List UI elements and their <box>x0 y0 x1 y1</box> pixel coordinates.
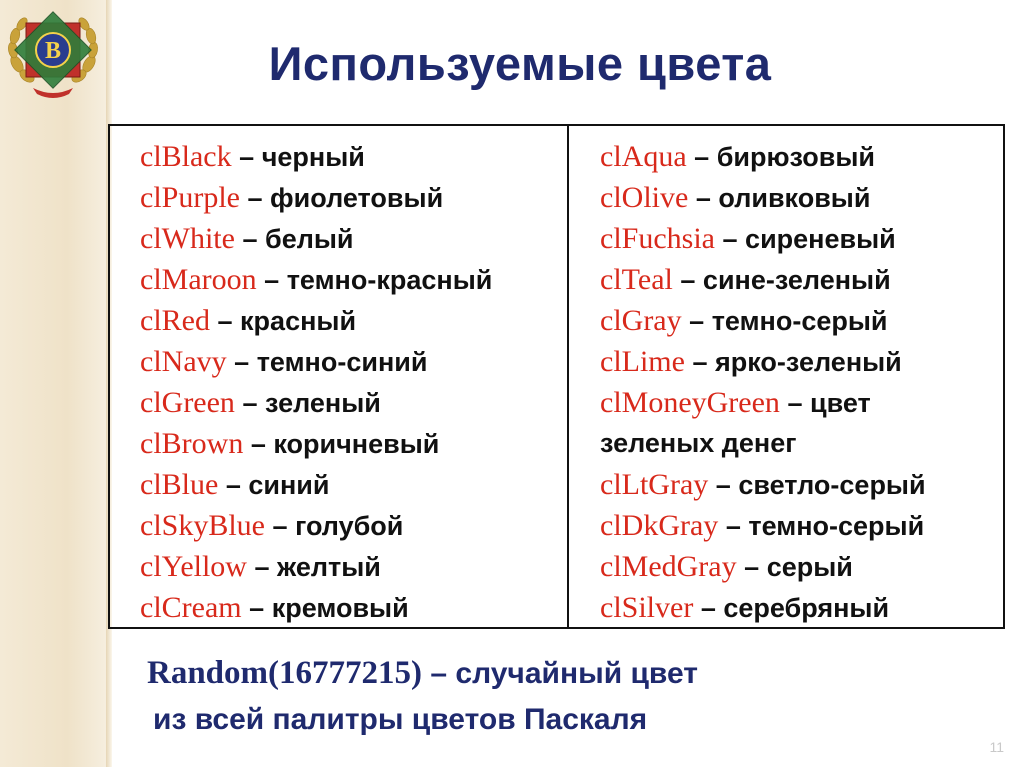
color-entry <box>140 587 567 628</box>
dash: – <box>700 593 716 623</box>
color-entry <box>600 136 1003 177</box>
color-entry <box>600 218 1003 259</box>
color-entry <box>140 464 567 505</box>
color-entry <box>600 259 1003 300</box>
dash: – <box>725 511 741 541</box>
color-constant: clDkGray <box>600 509 719 542</box>
color-constant: clLtGray <box>600 468 709 501</box>
color-name: кремовый <box>271 593 409 623</box>
color-entry <box>140 341 567 382</box>
color-constant: clPurple <box>140 181 240 214</box>
color-constant: clFuchsia <box>600 222 715 255</box>
color-entry <box>140 546 567 587</box>
color-constant: clMoneyGreen <box>600 386 780 419</box>
color-name: темно-синий <box>256 347 428 377</box>
left-color-column <box>110 126 569 627</box>
color-entry <box>140 177 567 218</box>
color-name: цвет <box>810 388 871 418</box>
color-name: голубой <box>295 511 404 541</box>
dash: – <box>264 265 280 295</box>
svg-text:B: B <box>44 38 62 64</box>
color-constant: clTeal <box>600 263 673 296</box>
color-name: серый <box>766 552 853 582</box>
color-name: фиолетовый <box>270 183 444 213</box>
color-name: белый <box>265 224 354 254</box>
color-name: оливковый <box>718 183 871 213</box>
dash: – <box>715 470 731 500</box>
color-constant: clMedGray <box>600 550 737 583</box>
color-entry <box>140 423 567 464</box>
color-name: сине-зеленый <box>702 265 891 295</box>
color-entry <box>140 136 567 177</box>
dash: – <box>239 142 255 172</box>
color-constant: clMaroon <box>140 263 257 296</box>
dash: – <box>217 306 233 336</box>
color-entry <box>600 587 1003 628</box>
color-name: темно-красный <box>286 265 493 295</box>
color-constant: clWhite <box>140 222 235 255</box>
color-name: светло-серый <box>738 470 926 500</box>
dash: – <box>689 306 705 336</box>
color-entry <box>600 300 1003 341</box>
color-name: желтый <box>277 552 381 582</box>
color-entry <box>600 177 1003 218</box>
page-title: Используемые цвета <box>268 37 772 90</box>
dash: – <box>242 388 258 418</box>
dash: – <box>744 552 760 582</box>
emblem-logo <box>3 2 103 102</box>
color-table <box>108 124 1005 629</box>
color-entry <box>600 382 1003 423</box>
color-constant: clGray <box>600 304 682 337</box>
color-constant: clBrown <box>140 427 244 460</box>
color-entry <box>600 341 1003 382</box>
color-name: коричневый <box>273 429 440 459</box>
random-function: Random(16777215) <box>147 655 423 691</box>
color-constant: clSilver <box>600 591 694 624</box>
dash: – <box>249 593 265 623</box>
footer-line-2: из всей палитры цветов Паскаля <box>153 703 648 736</box>
color-constant: clNavy <box>140 345 227 378</box>
color-name-continuation: зеленых денег <box>600 428 797 458</box>
dash: – <box>225 470 241 500</box>
color-entry <box>140 300 567 341</box>
color-constant: clAqua <box>600 140 687 173</box>
color-name: зеленый <box>265 388 381 418</box>
footer-line-1-text: – случайный цвет <box>430 657 698 690</box>
dash: – <box>680 265 696 295</box>
color-name: бирюзовый <box>716 142 876 172</box>
color-entry <box>600 546 1003 587</box>
color-entry <box>600 505 1003 546</box>
color-entry <box>600 464 1003 505</box>
color-constant: clBlue <box>140 468 219 501</box>
color-constant: clOlive <box>600 181 689 214</box>
dash: – <box>787 388 803 418</box>
page-number: 11 <box>989 739 1004 755</box>
color-name: темно-серый <box>748 511 925 541</box>
color-name: сиреневый <box>745 224 896 254</box>
side-decoration-strip <box>0 0 112 767</box>
color-name: темно-серый <box>711 306 888 336</box>
color-constant: clSkyBlue <box>140 509 265 542</box>
color-name: красный <box>240 306 357 336</box>
color-entry-continuation <box>600 423 1003 464</box>
color-name: серебряный <box>723 593 890 623</box>
color-name: синий <box>248 470 330 500</box>
color-constant: clYellow <box>140 550 247 583</box>
color-constant: clLime <box>600 345 685 378</box>
footer-line-1 <box>147 650 698 697</box>
color-name: ярко-зеленый <box>715 347 902 377</box>
color-constant: clGreen <box>140 386 235 419</box>
dash: – <box>242 224 258 254</box>
color-constant: clRed <box>140 304 210 337</box>
color-entry <box>140 505 567 546</box>
dash: – <box>694 142 710 172</box>
color-constant: clBlack <box>140 140 232 173</box>
color-constant: clCream <box>140 591 242 624</box>
footer-note <box>147 650 698 743</box>
dash: – <box>272 511 288 541</box>
dash: – <box>695 183 711 213</box>
color-name: черный <box>261 142 365 172</box>
color-entry <box>140 218 567 259</box>
dash: – <box>722 224 738 254</box>
dash: – <box>692 347 708 377</box>
dash: – <box>250 429 266 459</box>
color-entry <box>140 259 567 300</box>
color-entry <box>140 382 567 423</box>
dash: – <box>247 183 263 213</box>
right-color-column <box>569 126 1003 627</box>
dash: – <box>234 347 250 377</box>
dash: – <box>254 552 270 582</box>
